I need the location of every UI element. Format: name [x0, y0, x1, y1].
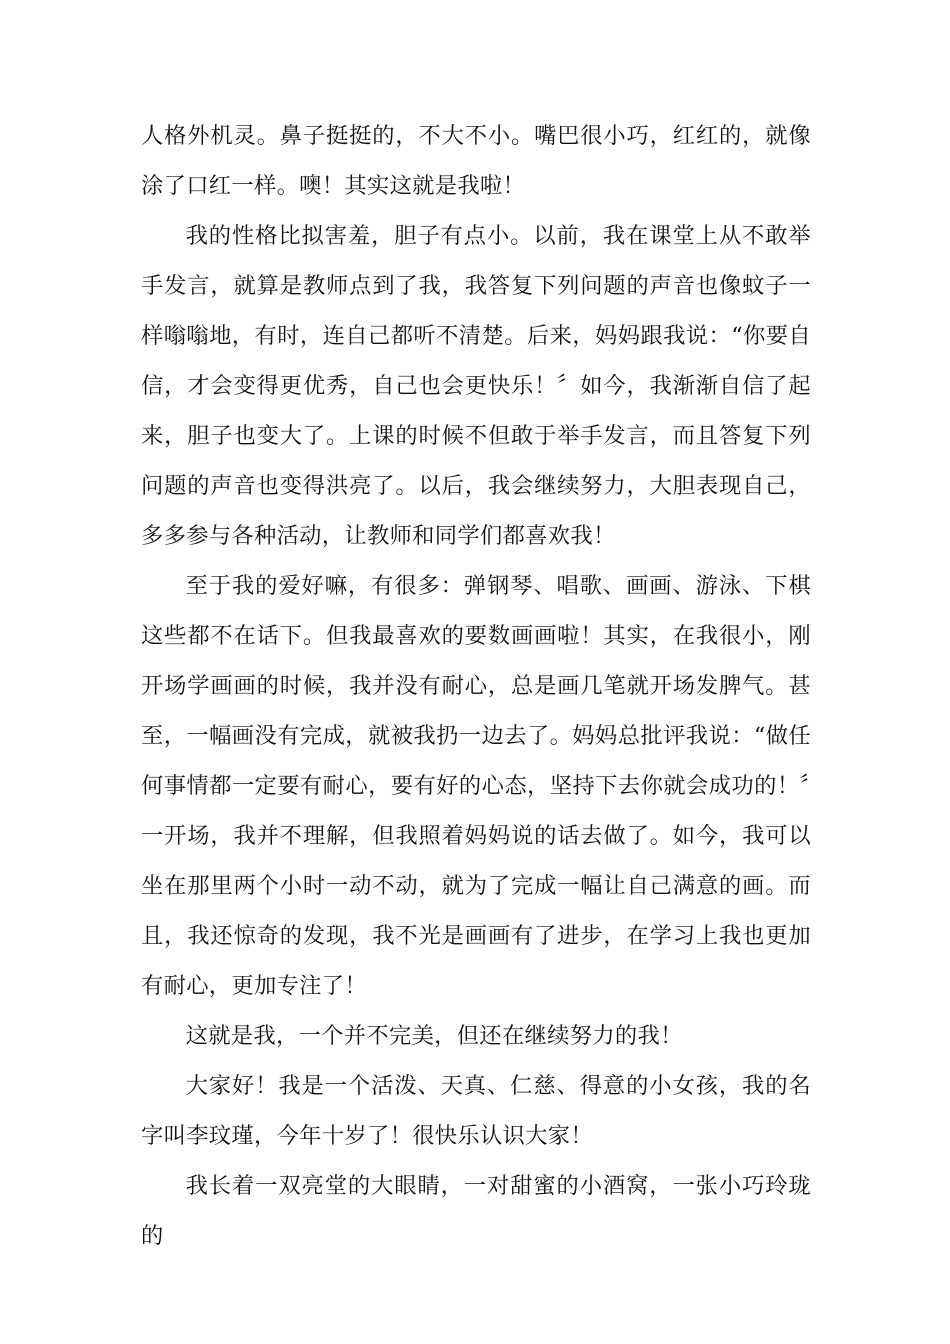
- paragraph-5: 大家好！我是一个活泼、天真、仁慈、得意的小女孩，我的名字叫李玟瑾，今年十岁了！很快乐认识大家！: [141, 1073, 811, 1149]
- document-body: [141, 111, 811, 1261]
- paragraph-4: 这就是我，一个并不完美，但还在继续努力的我！: [185, 1023, 683, 1049]
- paragraph-3: 至于我的爱好嘛，有很多：弹钢琴、唱歌、画画、游泳、下棋这些都不在话下。但我最喜欢的要数画画啦！其实，在我很小，刚开场学画画的时候，我并没有耐心，总是画几笔就开场发脾气。甚至，一幅画没有完成，就被我扔一边去了。妈妈总批评我说：“做任何事情都一定要有耐心，要有好的心态，坚持下去你就会成功的！〞一开场，我并不理解，但我照着妈妈说的话去做了。如今，我可以坐在那里两个小时一动不动，就为了完成一幅让自己满意的画。而且，我还惊奇的发现，我不光是画画有了进步，在学习上我也更加有耐心，更加专注了！: [141, 573, 811, 999]
- paragraph-1: 人格外机灵。鼻子挺挺的，不大不小。嘴巴很小巧，红红的，就像涂了口红一样。噢！其实这就是我啦！: [141, 123, 811, 199]
- paragraph-6: 我长着一双亮堂的大眼睛，一对甜蜜的小酒窝，一张小巧玲珑的: [141, 1173, 811, 1249]
- paragraph-2: 我的性格比拟害羞，胆子有点小。以前，我在课堂上从不敢举手发言，就算是教师点到了我，我答复下列问题的声音也像蚊子一样嗡嗡地，有时，连自己都听不清楚。后来，妈妈跟我说：“你要自信，才会变得更优秀，自己也会更快乐！〞如今，我渐渐自信了起来，胆子也变大了。上课的时候不但敢于举手发言，而且答复下列问题的声音也变得洪亮了。以后，我会继续努力，大胆表现自己，多多参与各种活动，让教师和同学们都喜欢我！: [141, 223, 811, 549]
